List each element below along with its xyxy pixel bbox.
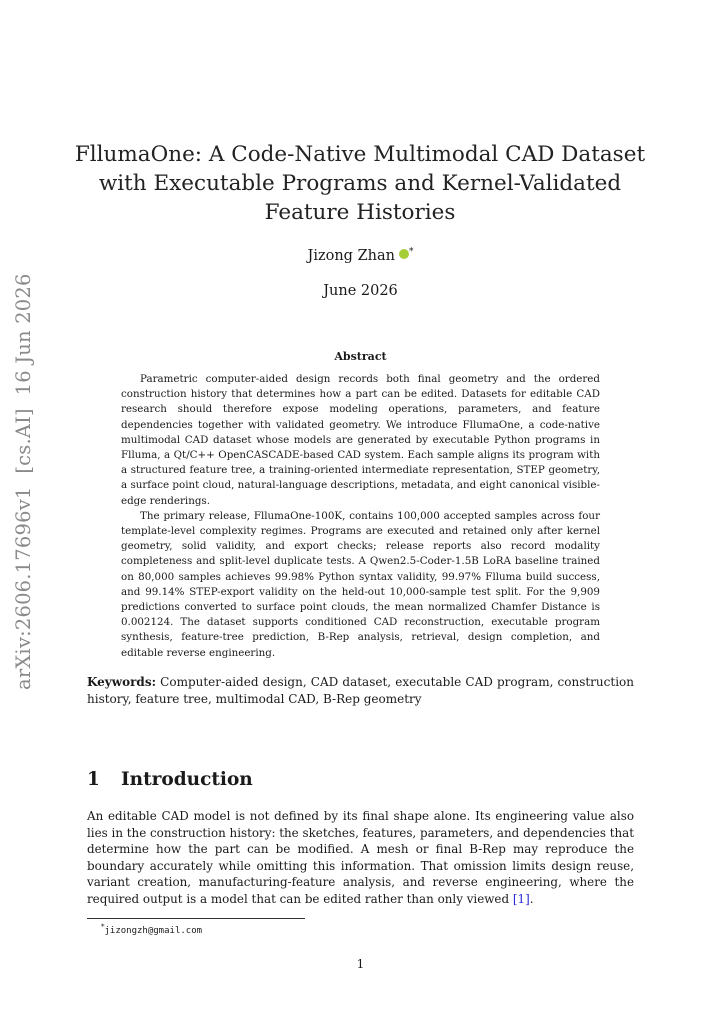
footnote-rule <box>87 918 305 919</box>
keywords <box>87 674 634 708</box>
title-line: FllumaOne: A Code-Native Multimodal CAD Dataset <box>74 142 646 167</box>
intro-text: An editable CAD model is not defined by its final shape alone. Its engineering value also lies in the construction history: the sketches, features, parameters, and dependencies that determine how the part can be modified. A mesh or final B-Rep may reproduce the boundary accurately while omitting this information. That omission limits design reuse, variant creation, manufacturing-feature analysis, and reverse engineering, where the required output is a model that can be edited rather than only viewed <box>87 809 635 906</box>
abstract-paragraph: Parametric computer-aided design records both final geometry and the ordered construction history that determines how a part can be edited. Datasets for editable CAD research should therefore expose modeling operations, parameters, and feature dependencies together with validated geometry. We introduce FllumaOne, a code-native multimodal CAD dataset whose models are generated by executable Python programs in Flluma, a Qt/C++ OpenCASCADE-based CAD system. Each sample aligns its program with a structured feature tree, a training-oriented intermediate representation, STEP geometry, a surface point cloud, natural-language descriptions, metadata, and eight canonical visible-edge renderings. <box>121 373 600 507</box>
arxiv-identifier: arXiv:2606.17696v1 [cs.AI] 16 Jun 2026 <box>12 273 35 690</box>
author-name: Jizong Zhan <box>307 248 395 264</box>
footnote-mark: * <box>101 923 105 931</box>
author-footnote-mark: * <box>408 247 414 257</box>
title-line: Feature Histories <box>264 200 456 225</box>
keywords-text: Computer-aided design, CAD dataset, executable CAD program, construction history, feature tree, multimodal CAD, B-Rep geometry <box>87 675 634 706</box>
footnote <box>101 923 202 936</box>
section-title: Introduction <box>121 769 253 790</box>
author-line <box>0 247 721 264</box>
intro-paragraph <box>87 808 634 907</box>
abstract-heading: Abstract <box>334 350 387 363</box>
citation-link[interactable]: [1] <box>512 891 530 906</box>
title-line: with Executable Programs and Kernel-Validated <box>98 171 622 196</box>
publication-date: June 2026 <box>323 283 398 299</box>
abstract-body <box>121 372 600 661</box>
page-number: 1 <box>356 957 365 971</box>
abstract-paragraph: The primary release, FllumaOne-100K, contains 100,000 accepted samples across four template-level complexity regimes. Programs are executed and retained only after kernel geometry, solid validity, and export checks; release reports also record modality completeness and split-level duplicate tests. A Qwen2.5-Coder-1.5B LoRA baseline trained on 80,000 samples achieves 99.98% Python syntax validity, 99.97% Flluma build success, and 99.14% STEP-export validity on the held-out 10,000-sample test split. For the 9,909 predictions converted to surface point clouds, the mean normalized Chamfer Distance is 0.002124. The dataset supports conditioned CAD reconstruction, executable program synthesis, feature-tree prediction, B-Rep analysis, retrieval, design completion, and editable reverse engineering. <box>121 509 600 659</box>
section-heading <box>87 769 253 790</box>
keywords-label: Keywords: <box>87 675 157 689</box>
footnote-email: jizongzh@gmail.com <box>104 926 203 936</box>
intro-end: . <box>529 891 534 906</box>
orcid-icon[interactable] <box>399 249 409 259</box>
paper-title <box>60 140 660 227</box>
section-number: 1 <box>87 769 100 790</box>
